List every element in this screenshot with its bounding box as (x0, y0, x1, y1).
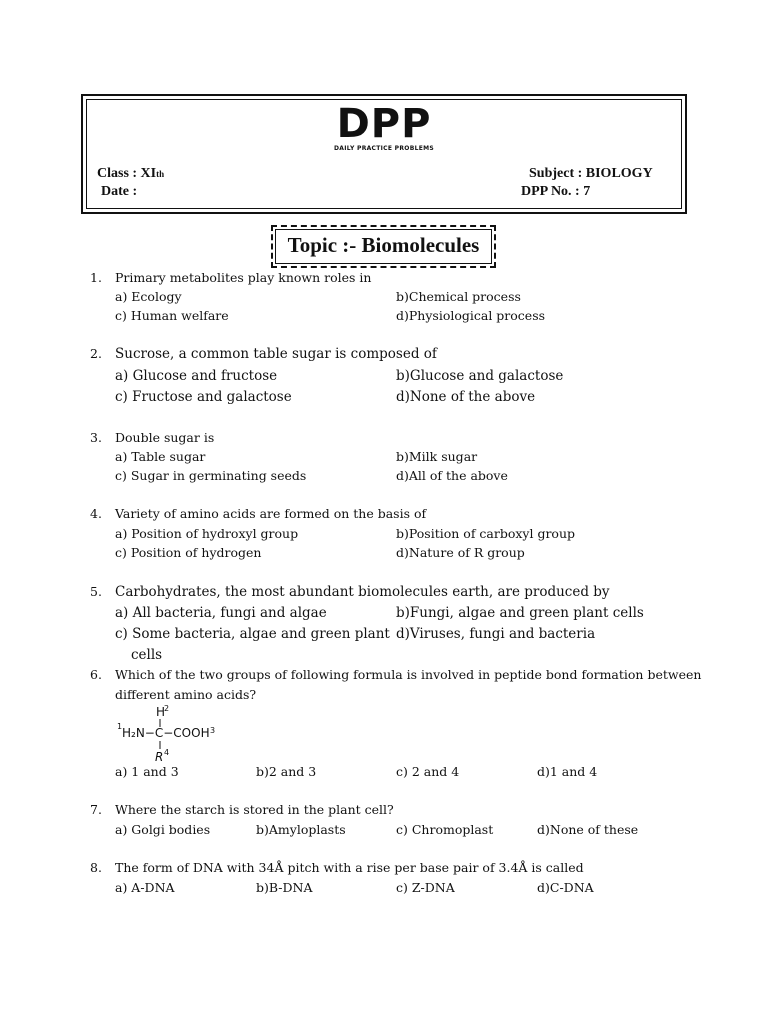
question-text-line2: different amino acids? (115, 687, 257, 702)
option-a: a) Glucose and fructose (115, 368, 278, 384)
option-d: d)None of the above (396, 389, 536, 405)
question-text: The form of DNA with 34Å pitch with a rise per base pair of 3.4Å is called (115, 860, 584, 875)
subject-label: Subject : BIOLOGY (529, 166, 653, 181)
formula-right-sup: 3 (210, 726, 216, 735)
option-c: c) Z-DNA (396, 880, 455, 895)
option-d: d)Physiological process (396, 308, 546, 323)
question-text: Double sugar is (115, 430, 215, 445)
formula-left-sup: 1 (117, 722, 123, 731)
formula-r: R (155, 750, 164, 764)
option-c: c) Fructose and galactose (115, 389, 292, 405)
option-d: d)Nature of R group (396, 545, 525, 560)
question-text: Carbohydrates, the most abundant biomolecules earth, are produced by (115, 584, 610, 600)
option-b: b)Amyloplasts (256, 822, 346, 837)
formula-h-sup: 2 (164, 704, 170, 713)
option-c: c) Position of hydrogen (115, 545, 262, 560)
option-c-continuation: cells (131, 647, 163, 663)
dpp-number: DPP No. : 7 (521, 184, 591, 199)
question-text: Sucrose, a common table sugar is composed of (115, 346, 437, 362)
question-text: Primary metabolites play known roles in (115, 270, 372, 285)
option-a: a) Position of hydroxyl group (115, 526, 299, 541)
formula-h: H (156, 705, 166, 719)
option-b: b)2 and 3 (256, 764, 317, 779)
option-d: d)None of these (537, 822, 639, 837)
option-a: a) All bacteria, fungi and algae (115, 605, 327, 621)
option-b: b)Milk sugar (396, 449, 478, 464)
question-text-line1: Which of the two groups of following formula is involved in peptide bond formation between (115, 667, 702, 682)
option-b: b)Fungi, algae and green plant cells (396, 605, 644, 621)
option-a: a) Golgi bodies (115, 822, 211, 837)
option-c: c) Chromoplast (396, 822, 494, 837)
class-suffix: th (156, 169, 165, 179)
option-d: d)Viruses, fungi and bacteria (396, 626, 596, 642)
question-number: 6. (90, 667, 102, 682)
date-label: Date : (101, 184, 138, 199)
question-number: 4. (90, 506, 102, 521)
option-c: c) Human welfare (115, 308, 229, 323)
header-box (81, 94, 687, 214)
option-b: b)Position of carboxyl group (396, 526, 576, 541)
question-number: 7. (90, 802, 102, 817)
option-d: d)1 and 4 (537, 764, 598, 779)
class-label: Class : XIth (97, 166, 165, 181)
topic-box (271, 225, 496, 268)
option-c: c) 2 and 4 (396, 764, 460, 779)
topic-title: Topic :- Biomolecules (275, 229, 492, 264)
question-number: 1. (90, 270, 102, 285)
option-b: b)Chemical process (396, 289, 521, 304)
question-number: 3. (90, 430, 102, 445)
question-text: Where the starch is stored in the plant cell? (115, 802, 394, 817)
option-a: a) Ecology (115, 289, 182, 304)
logo-subtitle: DAILY PRACTICE PROBLEMS (334, 145, 434, 152)
header-inner-border (86, 99, 682, 209)
question-text: Variety of amino acids are formed on the basis of (115, 506, 427, 521)
dpp-logo (87, 101, 681, 152)
option-b: b)Glucose and galactose (396, 368, 564, 384)
question-number: 2. (90, 346, 102, 361)
option-c: c) Sugar in germinating seeds (115, 468, 307, 483)
logo-text: DPP (336, 101, 432, 147)
option-b: b)B-DNA (256, 880, 313, 895)
amino-acid-formula (117, 703, 237, 765)
option-a: a) A-DNA (115, 880, 175, 895)
option-a: a) 1 and 3 (115, 764, 179, 779)
question-number: 5. (90, 584, 102, 599)
option-d: d)C-DNA (537, 880, 594, 895)
option-d: d)All of the above (396, 468, 508, 483)
option-c: c) Some bacteria, algae and green plant (115, 626, 390, 642)
formula-main: H₂N−C−COOH (122, 726, 210, 740)
formula-r-sup: 4 (164, 748, 170, 757)
question-number: 8. (90, 860, 102, 875)
option-a: a) Table sugar (115, 449, 206, 464)
